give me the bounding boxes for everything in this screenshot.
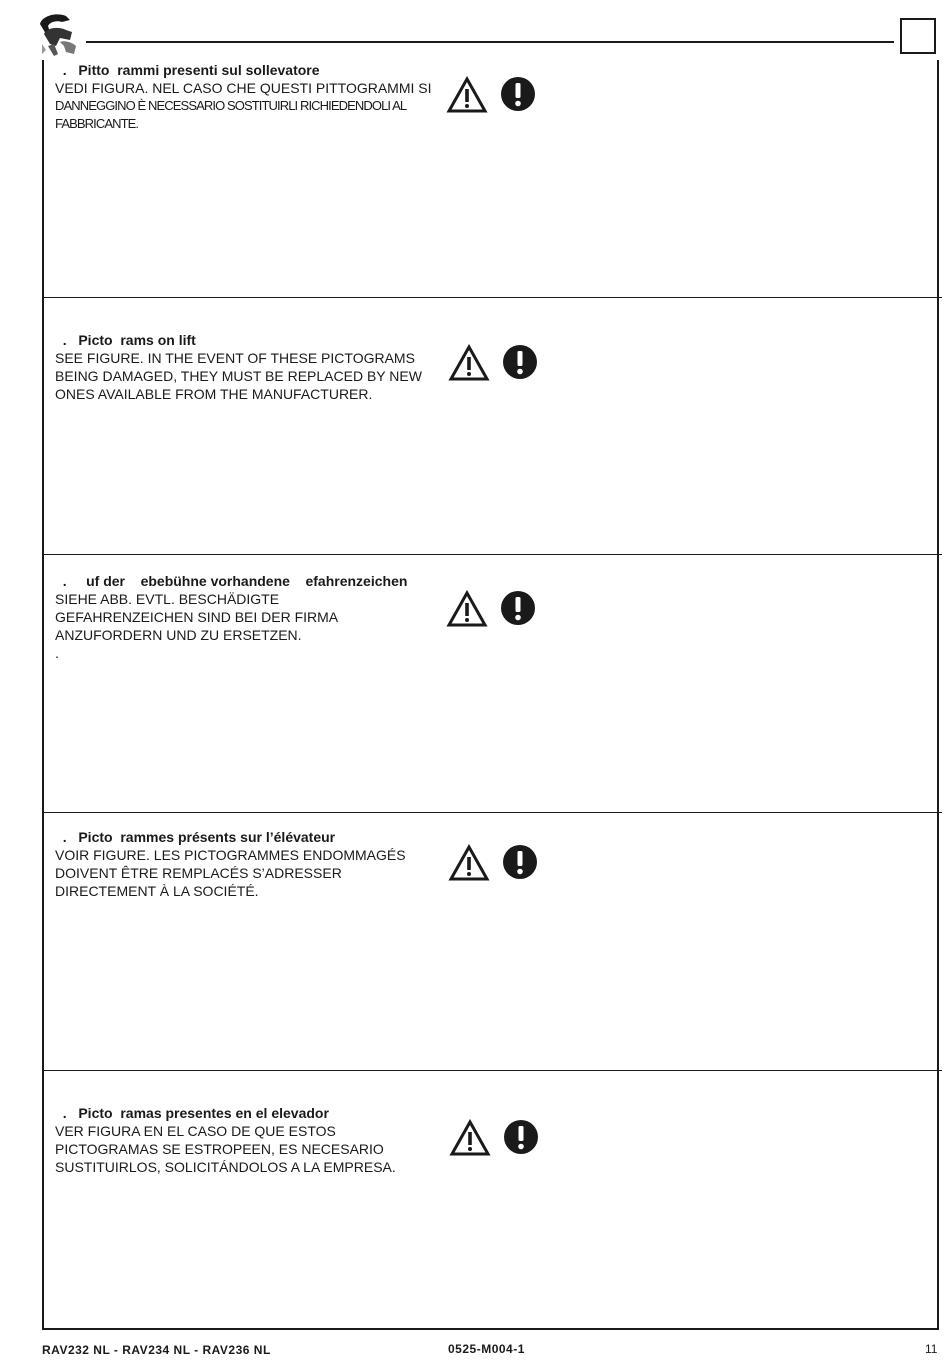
section-body bbox=[55, 846, 445, 900]
body-line: SIEHE ABB. EVTL. BESCHÄDIGTE bbox=[55, 591, 280, 607]
mandatory-exclamation-icon bbox=[502, 344, 538, 380]
section-divider bbox=[44, 554, 942, 555]
warning-triangle-icon bbox=[446, 590, 488, 628]
body-line: VOIR FIGURE. LES PICTOGRAMMES ENDOMMAGÉS bbox=[55, 847, 406, 863]
section-divider bbox=[44, 1070, 942, 1071]
frame-bottom-border bbox=[42, 1328, 939, 1330]
body-line: DIRECTEMENT À LA SOCIÉTÉ. bbox=[55, 883, 259, 899]
section-divider bbox=[44, 297, 942, 298]
mandatory-exclamation-icon bbox=[500, 76, 536, 112]
company-logo-icon bbox=[36, 10, 80, 58]
section-divider bbox=[44, 812, 942, 813]
body-line: VEDI FIGURA. NEL CASO CHE QUESTI PITTOGRAMMI SI bbox=[55, 80, 432, 96]
section-french bbox=[55, 829, 445, 900]
section-title: . Picto rams on lift bbox=[55, 332, 196, 348]
footer-doc-code: 0525-M004-1 bbox=[448, 1342, 525, 1356]
mandatory-exclamation-icon bbox=[503, 1119, 539, 1155]
section-body bbox=[55, 349, 445, 403]
pictogram-icons bbox=[446, 76, 546, 116]
body-line: ONES AVAILABLE FROM THE MANUFACTURER. bbox=[55, 386, 373, 402]
pictogram-icons bbox=[448, 344, 548, 384]
warning-triangle-icon bbox=[446, 76, 488, 114]
warning-triangle-icon bbox=[448, 844, 490, 882]
header-rule bbox=[86, 41, 894, 43]
footer-models: RAV232 NL - RAV234 NL - RAV236 NL bbox=[42, 1343, 271, 1357]
pictogram-icons bbox=[449, 1119, 549, 1159]
section-title: . Pitto rammi presenti sul sollevatore bbox=[55, 62, 320, 78]
section-title: . Picto rammes présents sur l’élévateur bbox=[55, 829, 336, 845]
body-line: GEFAHRENZEICHEN SIND BEI DER FIRMA bbox=[55, 609, 339, 625]
pictogram-icons bbox=[448, 844, 548, 884]
section-english bbox=[55, 332, 445, 403]
body-line: DOIVENT ÊTRE REMPLACÉS S’ADRESSER bbox=[55, 865, 342, 881]
body-line: FABBRICANTE. bbox=[55, 116, 139, 131]
section-body bbox=[55, 79, 445, 133]
mandatory-exclamation-icon bbox=[500, 590, 536, 626]
section-body bbox=[55, 1122, 445, 1176]
body-line: VER FIGURA EN EL CASO DE QUE ESTOS bbox=[55, 1123, 336, 1139]
pictogram-icons bbox=[446, 590, 546, 630]
frame-left-border bbox=[42, 60, 44, 1330]
body-line: SUSTITUIRLOS, SOLICITÁNDOLOS A LA EMPRESA. bbox=[55, 1159, 396, 1175]
warning-triangle-icon bbox=[449, 1119, 491, 1157]
section-title: . uf der ebebühne vorhandene efahrenzeichen bbox=[55, 573, 408, 589]
section-title: . Picto ramas presentes en el elevador bbox=[55, 1105, 329, 1121]
body-line: SEE FIGURE. IN THE EVENT OF THESE PICTOGRAMS bbox=[55, 350, 415, 366]
section-german bbox=[55, 573, 445, 662]
frame-right-border bbox=[937, 60, 939, 1330]
body-line: DANNEGGINO È NECESSARIO SOSTITUIRLI RICHIEDENDOLI AL bbox=[55, 98, 407, 113]
section-spanish bbox=[55, 1105, 445, 1176]
body-line: BEING DAMAGED, THEY MUST BE REPLACED BY NEW bbox=[55, 368, 422, 384]
body-line: PICTOGRAMAS SE ESTROPEEN, ES NECESARIO bbox=[55, 1141, 384, 1157]
body-line: ANZUFORDERN UND ZU ERSETZEN. bbox=[55, 627, 302, 643]
page-number: 11 bbox=[925, 1342, 938, 1356]
body-line: . bbox=[55, 645, 59, 661]
mandatory-exclamation-icon bbox=[502, 844, 538, 880]
section-body bbox=[55, 590, 445, 662]
section-italian bbox=[55, 62, 445, 133]
warning-triangle-icon bbox=[448, 344, 490, 382]
page-box bbox=[900, 18, 936, 54]
